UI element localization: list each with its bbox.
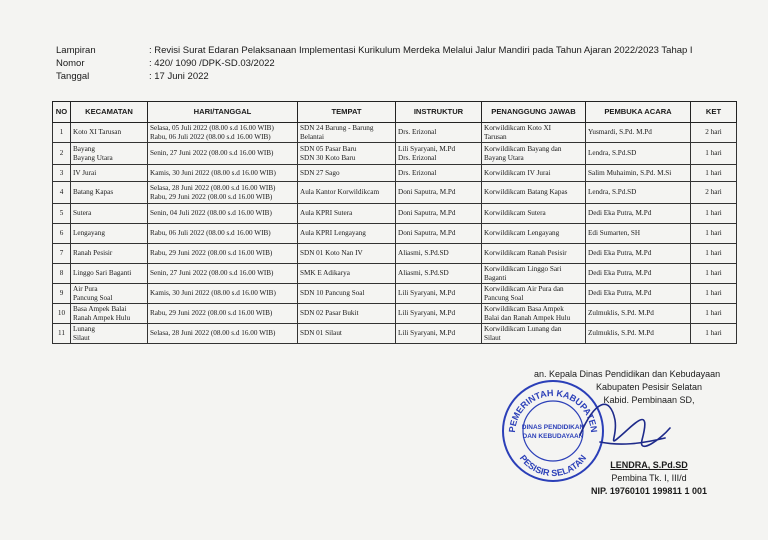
cell-tempat — [298, 143, 396, 165]
cell-penanggung-jawab — [482, 284, 586, 304]
cell-penanggung-jawab-line: Baganti — [484, 273, 507, 282]
cell-tempat-line: Aula Kantor Korwildikcam — [300, 188, 380, 197]
cell-penanggung-jawab-line: Tarusan — [484, 132, 507, 141]
cell-kecamatan-line: Bayang Utara — [73, 153, 113, 162]
cell-no: 3 — [53, 165, 71, 182]
cell-hari-tanggal — [148, 244, 298, 264]
cell-kecamatan — [71, 182, 148, 204]
table-row — [53, 143, 737, 165]
cell-penanggung-jawab-line: Korwildikcam Bayang dan — [484, 144, 562, 153]
cell-tempat-line: SDN 10 Pancung Soal — [300, 289, 365, 298]
cell-ket: 1 hari — [691, 204, 737, 224]
cell-instruktur-line: Aliasmi, S.Pd.SD — [398, 269, 449, 278]
cell-tempat-line: SMK E Adikarya — [300, 269, 350, 278]
cell-hari-tanggal-line: Kamis, 30 Juni 2022 (08.00 s.d 16.00 WIB) — [150, 168, 276, 177]
cell-kecamatan-line: Silaut — [73, 333, 90, 342]
cell-penanggung-jawab-line: Korwildikcam IV Jurai — [484, 168, 551, 177]
cell-kecamatan-line: Batang Kapas — [73, 188, 114, 197]
cell-pembuka-acara: Zulmuklis, S.Pd. M.Pd — [586, 324, 691, 344]
table-row — [53, 304, 737, 324]
table-row — [53, 204, 737, 224]
header-hari-tanggal: HARI/TANGGAL — [148, 102, 298, 123]
cell-tempat-line: Belantai — [300, 132, 324, 141]
cell-tempat-line: SDN 01 Koto Nan IV — [300, 249, 363, 258]
cell-instruktur-line: Aliasmi, S.Pd.SD — [398, 249, 449, 258]
cell-kecamatan-line: Air Pura — [73, 284, 98, 293]
cell-hari-tanggal — [148, 143, 298, 165]
cell-tempat — [298, 264, 396, 284]
cell-penanggung-jawab-line: Korwildikcam Lunang dan — [484, 324, 562, 333]
table-row — [53, 224, 737, 244]
cell-no: 7 — [53, 244, 71, 264]
meta-tanggal-label: Tanggal — [56, 71, 90, 82]
cell-ket: 1 hari — [691, 284, 737, 304]
cell-penanggung-jawab-line: Korwildikcam Air Pura dan — [484, 284, 564, 293]
cell-penanggung-jawab — [482, 324, 586, 344]
cell-pembuka-acara: Yusmardi, S.Pd. M.Pd — [586, 123, 691, 143]
cell-penanggung-jawab-line: Silaut — [484, 333, 501, 342]
cell-instruktur — [396, 143, 482, 165]
letter-meta — [56, 44, 693, 83]
table-row — [53, 244, 737, 264]
cell-kecamatan-line: Basa Ampek Balai — [73, 304, 127, 313]
cell-kecamatan — [71, 143, 148, 165]
table-row — [53, 165, 737, 182]
cell-no: 8 — [53, 264, 71, 284]
header-kecamatan: KECAMATAN — [71, 102, 148, 123]
cell-no: 6 — [53, 224, 71, 244]
cell-tempat-line: Aula KPRI Sutera — [300, 209, 353, 218]
cell-tempat-line: SDN 05 Pasar Baru — [300, 144, 357, 153]
cell-penanggung-jawab-line: Korwildikcam Basa Ampek — [484, 304, 564, 313]
cell-instruktur — [396, 284, 482, 304]
meta-lampiran-label: Lampiran — [56, 45, 96, 56]
header-instruktur: INSTRUKTUR — [396, 102, 482, 123]
cell-instruktur-line: Doni Saputra, M.Pd — [398, 229, 456, 238]
cell-hari-tanggal — [148, 224, 298, 244]
cell-no: 9 — [53, 284, 71, 304]
cell-ket: 1 hari — [691, 304, 737, 324]
cell-kecamatan-line: Pancung Soal — [73, 293, 113, 302]
cell-hari-tanggal — [148, 264, 298, 284]
cell-no: 2 — [53, 143, 71, 165]
cell-no: 10 — [53, 304, 71, 324]
cell-hari-tanggal — [148, 123, 298, 143]
cell-penanggung-jawab-line: Pancung Soal — [484, 293, 524, 302]
cell-kecamatan — [71, 165, 148, 182]
cell-kecamatan — [71, 204, 148, 224]
table-header-row — [53, 102, 737, 123]
cell-instruktur-line: Drs. Erizonal — [398, 153, 437, 162]
meta-nomor-label: Nomor — [56, 58, 85, 69]
cell-instruktur-line: Lili Syaryani, M.Pd — [398, 144, 456, 153]
cell-kecamatan-line: Linggo Sari Baganti — [73, 269, 132, 278]
table-row — [53, 284, 737, 304]
cell-instruktur-line: Lili Syaryani, M.Pd — [398, 329, 456, 338]
cell-penanggung-jawab — [482, 182, 586, 204]
cell-penanggung-jawab-line: Korwildikcam Ranah Pesisir — [484, 249, 567, 258]
cell-penanggung-jawab-line: Korwildikcam Linggo Sari — [484, 264, 562, 273]
cell-ket: 1 hari — [691, 224, 737, 244]
header-tempat: TEMPAT — [298, 102, 396, 123]
cell-penanggung-jawab — [482, 165, 586, 182]
cell-tempat-line: SDN 01 Silaut — [300, 329, 342, 338]
meta-tanggal-value: : 17 Juni 2022 — [149, 71, 209, 82]
cell-tempat-line: SDN 02 Pasar Bukit — [300, 309, 359, 318]
cell-penanggung-jawab-line: Korwildikcam Koto XI — [484, 123, 552, 132]
table-body — [53, 123, 737, 344]
stamp-bottom-text: PESISIR SELATAN — [517, 453, 589, 479]
cell-penanggung-jawab — [482, 143, 586, 165]
cell-hari-tanggal-line: Kamis, 30 Juni 2022 (08.00 s.d 16.00 WIB) — [150, 289, 276, 298]
signatory-rank: Pembina Tk. I, III/d — [611, 473, 687, 483]
cell-tempat-line: SDN 24 Barung - Barung — [300, 123, 374, 132]
cell-instruktur — [396, 304, 482, 324]
cell-kecamatan — [71, 123, 148, 143]
cell-ket: 1 hari — [691, 165, 737, 182]
signatory-nip: NIP. 19760101 199811 1 001 — [591, 486, 707, 496]
cell-hari-tanggal-line: Rabu, 29 Juni 2022 (08.00 s.d 16.00 WIB) — [150, 249, 273, 258]
cell-tempat-line: SDN 27 Sago — [300, 168, 340, 177]
cell-pembuka-acara: Dedi Eka Putra, M.Pd — [586, 204, 691, 224]
cell-kecamatan — [71, 284, 148, 304]
cell-tempat — [298, 165, 396, 182]
meta-lampiran-value: : Revisi Surat Edaran Pelaksanaan Implementasi Kurikulum Merdeka Melalui Jalur Mandiri pada Tahun Ajaran 2022/2023 Tahap I — [149, 45, 693, 56]
cell-kecamatan-line: Lengayang — [73, 229, 105, 238]
cell-no: 1 — [53, 123, 71, 143]
cell-kecamatan — [71, 264, 148, 284]
cell-instruktur — [396, 123, 482, 143]
table-row — [53, 324, 737, 344]
cell-pembuka-acara: Edi Sumarten, SH — [586, 224, 691, 244]
cell-instruktur-line: Doni Saputra, M.Pd — [398, 209, 456, 218]
cell-pembuka-acara: Dedi Eka Putra, M.Pd — [586, 244, 691, 264]
table-row — [53, 182, 737, 204]
cell-kecamatan — [71, 304, 148, 324]
cell-ket: 2 hari — [691, 123, 737, 143]
cell-no: 5 — [53, 204, 71, 224]
cell-tempat — [298, 123, 396, 143]
cell-hari-tanggal — [148, 284, 298, 304]
cell-penanggung-jawab — [482, 264, 586, 284]
cell-kecamatan-line: Bayang — [73, 144, 95, 153]
cell-instruktur — [396, 224, 482, 244]
cell-tempat — [298, 224, 396, 244]
cell-tempat-line: SDN 30 Koto Baru — [300, 153, 356, 162]
cell-hari-tanggal-line: Senin, 27 Juni 2022 (08.00 s.d 16.00 WIB) — [150, 269, 274, 278]
cell-instruktur — [396, 264, 482, 284]
cell-kecamatan-line: Lunang — [73, 324, 95, 333]
cell-ket: 2 hari — [691, 182, 737, 204]
cell-tempat — [298, 244, 396, 264]
cell-penanggung-jawab-line: Korwildikcam Sutera — [484, 209, 546, 218]
cell-no: 4 — [53, 182, 71, 204]
cell-penanggung-jawab — [482, 224, 586, 244]
cell-instruktur-line: Doni Saputra, M.Pd — [398, 188, 456, 197]
cell-instruktur-line: Drs. Erizonal — [398, 128, 437, 137]
cell-kecamatan — [71, 324, 148, 344]
cell-hari-tanggal-line: Rabu, 29 Juni 2022 (08.00 s.d 16.00 WIB) — [150, 192, 273, 201]
cell-tempat — [298, 204, 396, 224]
cell-hari-tanggal-line: Rabu, 29 Juni 2022 (08.00 s.d 16.00 WIB) — [150, 309, 273, 318]
cell-hari-tanggal-line: Senin, 04 Juli 2022 (08.00 s.d 16.00 WIB) — [150, 209, 272, 218]
cell-penanggung-jawab-line: Bayang Utara — [484, 153, 524, 162]
cell-hari-tanggal — [148, 165, 298, 182]
cell-kecamatan-line: Ranah Pesisir — [73, 249, 113, 258]
table-row — [53, 264, 737, 284]
cell-ket: 1 hari — [691, 324, 737, 344]
meta-nomor — [56, 57, 693, 70]
cell-penanggung-jawab — [482, 304, 586, 324]
cell-pembuka-acara: Dedi Eka Putra, M.Pd — [586, 264, 691, 284]
signature-line1: an. Kepala Dinas Pendidikan dan Kebudayaan — [534, 369, 721, 379]
cell-instruktur — [396, 165, 482, 182]
header-penanggung-jawab: PENANGGUNG JAWAB — [482, 102, 586, 123]
cell-pembuka-acara: Zulmuklis, S.Pd. M.Pd — [586, 304, 691, 324]
cell-hari-tanggal — [148, 304, 298, 324]
cell-kecamatan-line: Koto XI Tarusan — [73, 128, 122, 137]
cell-instruktur — [396, 204, 482, 224]
cell-penanggung-jawab — [482, 244, 586, 264]
signature-line2: Kabupaten Pesisir Selatan — [595, 382, 703, 392]
cell-penanggung-jawab-line: Korwildikcam Lengayang — [484, 229, 560, 238]
meta-lampiran — [56, 44, 693, 57]
stamp-top-text: PEMERINTAH KABUPATEN — [506, 387, 600, 433]
cell-hari-tanggal-line: Selasa, 28 Juni 2022 (08.00 s.d 16.00 WIB) — [150, 183, 276, 192]
cell-kecamatan — [71, 224, 148, 244]
cell-hari-tanggal-line: Rabu, 06 Juli 2022 (08.00 s.d 16.00 WIB) — [150, 229, 271, 238]
cell-penanggung-jawab-line: Balai dan Ranah Ampek Hulu — [484, 313, 571, 322]
cell-hari-tanggal — [148, 204, 298, 224]
cell-instruktur — [396, 244, 482, 264]
cell-hari-tanggal-line: Selasa, 05 Juli 2022 (08.00 s.d 16.00 WIB) — [150, 123, 274, 132]
cell-pembuka-acara: Salim Muhaimin, S.Pd. M.Si — [586, 165, 691, 182]
header-pembuka-acara: PEMBUKA ACARA — [586, 102, 691, 123]
cell-ket: 1 hari — [691, 264, 737, 284]
cell-tempat-line: Aula KPRI Lengayang — [300, 229, 366, 238]
cell-instruktur-line: Drs. Erizonal — [398, 168, 437, 177]
signature-line3: Kabid. Pembinaan SD, — [603, 395, 695, 405]
cell-kecamatan — [71, 244, 148, 264]
header-ket: KET — [691, 102, 737, 123]
cell-pembuka-acara: Lendra, S.Pd.SD — [586, 182, 691, 204]
cell-tempat — [298, 304, 396, 324]
signatory-name: LENDRA, S.Pd.SD — [610, 460, 688, 470]
cell-ket: 1 hari — [691, 244, 737, 264]
cell-kecamatan-line: Sutera — [73, 209, 92, 218]
cell-hari-tanggal — [148, 324, 298, 344]
schedule-table — [52, 101, 737, 344]
cell-penanggung-jawab-line: Korwildikcam Batang Kapas — [484, 188, 568, 197]
cell-kecamatan-line: Ranah Ampek Hulu — [73, 313, 131, 322]
cell-penanggung-jawab — [482, 204, 586, 224]
cell-ket: 1 hari — [691, 143, 737, 165]
cell-tempat — [298, 182, 396, 204]
meta-nomor-value: : 420/ 1090 /DPK-SD.03/2022 — [149, 58, 275, 69]
stamp-center-line2: DAN KEBUDAYAAN — [522, 433, 584, 440]
cell-instruktur — [396, 182, 482, 204]
cell-hari-tanggal-line: Selasa, 28 Juni 2022 (08.00 s.d 16.00 WIB) — [150, 329, 276, 338]
cell-instruktur — [396, 324, 482, 344]
cell-no: 11 — [53, 324, 71, 344]
header-no: NO — [53, 102, 71, 123]
meta-tanggal — [56, 70, 693, 83]
cell-penanggung-jawab — [482, 123, 586, 143]
cell-instruktur-line: Lili Syaryani, M.Pd — [398, 309, 456, 318]
cell-kecamatan-line: IV Jurai — [73, 168, 97, 177]
table-row — [53, 123, 737, 143]
cell-pembuka-acara: Lendra, S.Pd.SD — [586, 143, 691, 165]
cell-tempat — [298, 324, 396, 344]
cell-tempat — [298, 284, 396, 304]
cell-pembuka-acara: Dedi Eka Putra, M.Pd — [586, 284, 691, 304]
cell-hari-tanggal — [148, 182, 298, 204]
stamp-center-line1: DINAS PENDIDIKAN — [521, 424, 585, 431]
cell-hari-tanggal-line: Rabu, 06 Juli 2022 (08.00 s.d 16.00 WIB) — [150, 132, 271, 141]
cell-hari-tanggal-line: Senin, 27 Juni 2022 (08.00 s.d 16.00 WIB) — [150, 149, 274, 158]
cell-instruktur-line: Lili Syaryani, M.Pd — [398, 289, 456, 298]
handwritten-signature — [570, 380, 680, 470]
